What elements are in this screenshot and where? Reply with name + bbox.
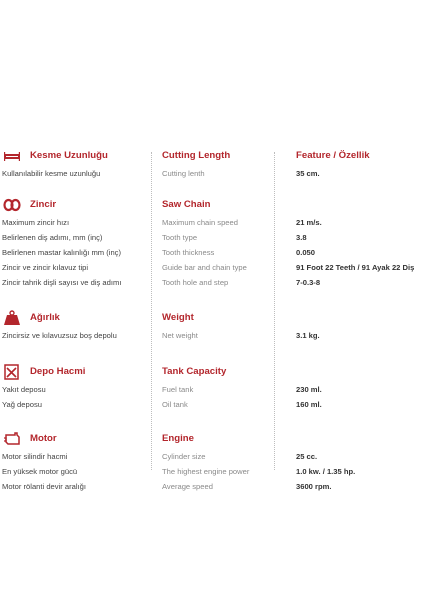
section-engine — [0, 429, 424, 494]
spec-value: 7-0.3-8 — [296, 278, 321, 287]
spec-value: 21 m/s. — [296, 218, 322, 227]
spec-sheet — [0, 146, 424, 494]
header-tr: Zincir — [30, 199, 57, 210]
spec-row — [0, 215, 424, 230]
spec-value: 25 cc. — [296, 452, 318, 461]
spec-label-en: Oil tank — [162, 400, 188, 409]
spec-label-en: Cylinder size — [162, 452, 206, 461]
spec-value: 160 ml. — [296, 400, 322, 409]
spec-label-tr: Yakıt deposu — [2, 385, 46, 394]
spec-row — [0, 260, 424, 275]
header-tr: Kesme Uzunluğu — [30, 150, 108, 161]
section-tank-capacity — [0, 362, 424, 412]
spec-value: 35 cm. — [296, 169, 320, 178]
spec-row — [0, 449, 424, 464]
spec-label-tr: Maximum zincir hızı — [2, 218, 70, 227]
section-header — [0, 146, 424, 166]
spec-label-tr: Yağ deposu — [2, 400, 42, 409]
spec-label-tr: Belirlenen mastar kalınlığı mm (inç) — [2, 248, 122, 257]
spec-value: 230 ml. — [296, 385, 322, 394]
spec-label-tr: Zincir ve zincir kılavuz tipi — [2, 263, 89, 272]
spec-row — [0, 464, 424, 479]
engine-icon — [3, 431, 21, 447]
spec-label-en: Fuel tank — [162, 385, 194, 394]
section-weight — [0, 308, 424, 343]
header-en: Weight — [162, 312, 194, 323]
spec-label-en: Cutting lenth — [162, 169, 205, 178]
header-tr: Ağırlık — [30, 312, 60, 323]
spec-row — [0, 166, 424, 181]
spec-label-tr: Motor rölanti devir aralığı — [2, 482, 86, 491]
spec-value: 3.1 kg. — [296, 331, 320, 340]
spec-row — [0, 479, 424, 494]
spec-label-tr: Motor silindir hacmi — [2, 452, 68, 461]
section-header — [0, 195, 424, 215]
spec-label-en: Tooth thickness — [162, 248, 215, 257]
spec-label-en: Average speed — [162, 482, 213, 491]
section-saw-chain — [0, 195, 424, 290]
spec-label-tr: Zincirsiz ve kılavuzsuz boş depolu — [2, 331, 117, 340]
spec-value: 91 Foot 22 Teeth / 91 Ayak 22 Diş — [296, 263, 415, 272]
spec-label-en: Guide bar and chain type — [162, 263, 247, 272]
header-en: Cutting Length — [162, 150, 231, 161]
spec-label-en: The highest engine power — [162, 467, 250, 476]
spec-label-tr: En yüksek motor gücü — [2, 467, 78, 476]
spec-row — [0, 328, 424, 343]
spec-value: 3600 rpm. — [296, 482, 332, 491]
spec-row — [0, 230, 424, 245]
spec-label-en: Net weight — [162, 331, 198, 340]
spec-row — [0, 382, 424, 397]
spec-label-tr: Kullanılabilir kesme uzunluğu — [2, 169, 101, 178]
spec-label-en: Tooth type — [162, 233, 198, 242]
section-header — [0, 362, 424, 382]
header-tr: Motor — [30, 433, 57, 444]
section-header — [0, 308, 424, 328]
spec-row — [0, 397, 424, 412]
header-tr: Depo Hacmi — [30, 366, 86, 377]
spec-label-en: Tooth hole and step — [162, 278, 229, 287]
section-cutting-length — [0, 146, 424, 181]
section-header — [0, 429, 424, 449]
header-en: Tank Capacity — [162, 366, 227, 377]
spec-label-tr: Belirlenen diş adımı, mm (inç) — [2, 233, 103, 242]
spec-row — [0, 245, 424, 260]
spec-label-en: Maximum chain speed — [162, 218, 238, 227]
spec-row — [0, 275, 424, 290]
cutting-length-icon — [3, 148, 21, 164]
header-en: Engine — [162, 433, 194, 444]
spec-value: 1.0 kw. / 1.35 hp. — [296, 467, 356, 476]
spec-value: 0.050 — [296, 248, 316, 257]
spec-value: 3.8 — [296, 233, 307, 242]
header-en: Saw Chain — [162, 199, 211, 210]
fuel-tank-icon — [3, 364, 21, 380]
weight-icon — [3, 310, 21, 326]
spec-label-tr: Zincir tahrik dişli sayısı ve diş adımı — [2, 278, 122, 287]
saw-chain-icon — [3, 197, 21, 213]
header-feature: Feature / Özellik — [296, 150, 370, 161]
